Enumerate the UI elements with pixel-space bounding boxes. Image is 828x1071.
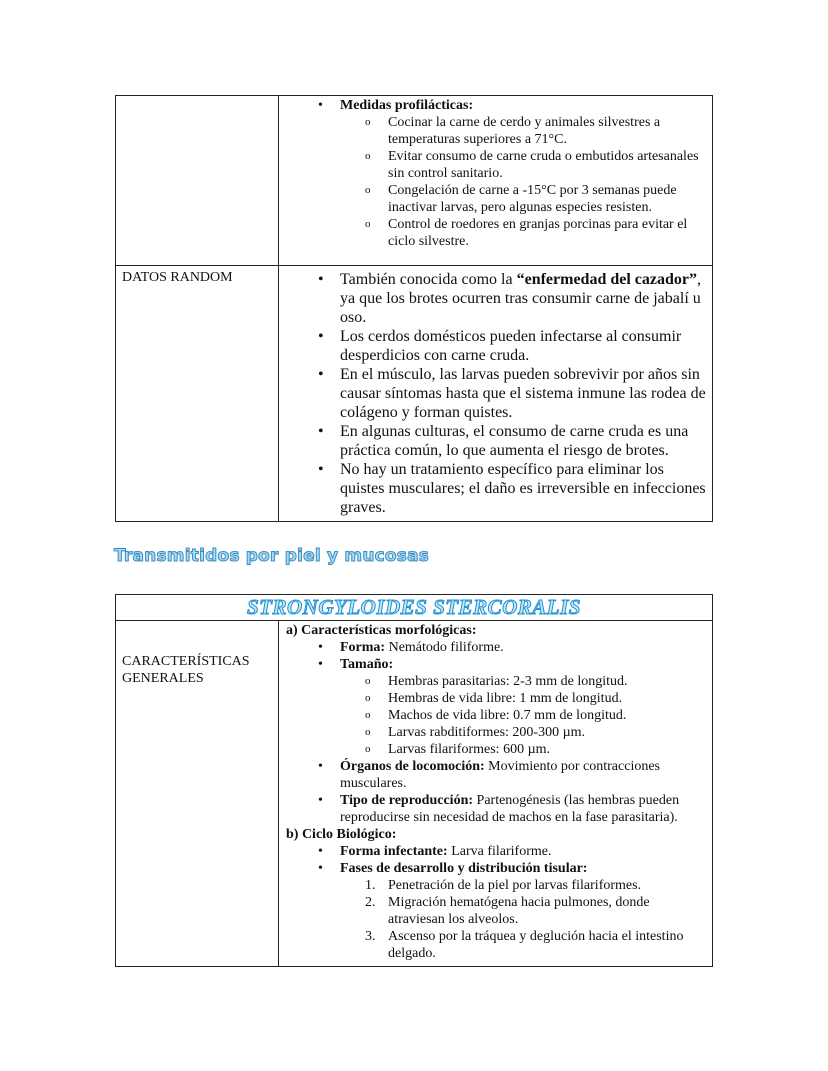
section-heading: Transmitidos por piel y mucosas bbox=[114, 546, 430, 566]
row-content bbox=[279, 266, 713, 522]
list-item: o Evitar consumo de carne cruda o embutidos artesanales sin control sanitario. bbox=[388, 148, 706, 182]
list-item: • Los cerdos domésticos pueden infectarse al consumir desperdicios con carne cruda. bbox=[340, 327, 706, 365]
list-item: o Control de roedores en granjas porcinas para evitar el ciclo silvestre. bbox=[388, 216, 706, 250]
strongyloides-table bbox=[115, 594, 713, 967]
row-content bbox=[279, 621, 713, 967]
table-row-prophylaxis bbox=[116, 96, 713, 266]
list-item: 1. Penetración de la piel por larvas filariformes. bbox=[365, 878, 642, 893]
list-item: • Fases de desarrollo y distribución tisular: 1. Penetración de la piel por larvas filariformes. 2. Migración hematógena hacia pulmones, donde atraviesan los alveolos. 3. Ascenso por la tráquea y deglución hacia el intestino delgado. bbox=[340, 860, 706, 962]
list-item: • Forma: Nemátodo filiforme. bbox=[340, 639, 706, 656]
list-item: • En el músculo, las larvas pueden sobrevivir por años sin causar síntomas hasta que el sistema inmune las rodea de colágeno y forman quistes. bbox=[340, 365, 706, 422]
row-label: DATOS RANDOM bbox=[116, 266, 279, 522]
prophylaxis-heading: Medidas profilácticas: bbox=[340, 98, 474, 113]
list-item: • Tipo de reproducción: Partenogénesis (las hembras pueden reproducirse sin necesidad de machos en la fase parasitaria). bbox=[340, 792, 706, 826]
list-item: o Congelación de carne a -15°C por 3 semanas puede inactivar larvas, pero algunas especies resisten. bbox=[388, 182, 706, 216]
list-item: o Hembras parasitarias: 2-3 mm de longitud. bbox=[388, 673, 706, 690]
trichinella-table-continued bbox=[115, 95, 713, 522]
list-item: • No hay un tratamiento específico para eliminar los quistes musculares; el daño es irreversible en infecciones graves. bbox=[340, 460, 706, 517]
list-item: o Machos de vida libre: 0.7 mm de longitud. bbox=[388, 707, 706, 724]
table-row-general bbox=[116, 621, 713, 967]
list-item: 3. Ascenso por la tráquea y deglución hacia el intestino delgado. bbox=[365, 929, 684, 961]
subheading-b: b) Ciclo Biológico: bbox=[286, 827, 397, 842]
table-row-random-data bbox=[116, 266, 713, 522]
table-title-row bbox=[116, 595, 713, 621]
list-item: • Órganos de locomoción: Movimiento por contracciones musculares. bbox=[340, 758, 706, 792]
list-item: • En algunas culturas, el consumo de carne cruda es una práctica común, lo que aumenta el riesgo de brotes. bbox=[340, 422, 706, 460]
list-item: • Tamaño: o Hembras parasitarias: 2-3 mm de longitud. o Hembras de vida libre: 1 mm de longitud. o Machos de vida libre: 0.7 mm de longitud. o Larvas rabditiformes: 200-300 µm. o Larvas filariformes: 600 µm. bbox=[340, 656, 706, 758]
list-item: 2. Migración hematógena hacia pulmones, donde atraviesan los alveolos. bbox=[365, 895, 650, 927]
row-label bbox=[116, 96, 279, 266]
table-title: STRONGYLOIDES STERCORALIS bbox=[116, 595, 713, 621]
subheading-a: a) Características morfológicas: bbox=[286, 623, 477, 638]
list-item: o Hembras de vida libre: 1 mm de longitud. bbox=[388, 690, 706, 707]
list-item: • También conocida como la “enfermedad del cazador”, ya que los brotes ocurren tras consumir carne de jabalí u oso. bbox=[340, 270, 706, 327]
list-item: • Forma infectante: Larva filariforme. bbox=[340, 843, 706, 860]
row-content bbox=[279, 96, 713, 266]
list-item: o Cocinar la carne de cerdo y animales silvestres a temperaturas superiores a 71°C. bbox=[388, 114, 706, 148]
list-item: o Larvas rabditiformes: 200-300 µm. bbox=[388, 724, 706, 741]
row-label: CARACTERÍSTICAS GENERALES bbox=[116, 621, 279, 967]
list-item: o Larvas filariformes: 600 µm. bbox=[388, 741, 706, 758]
list-item bbox=[340, 97, 706, 250]
